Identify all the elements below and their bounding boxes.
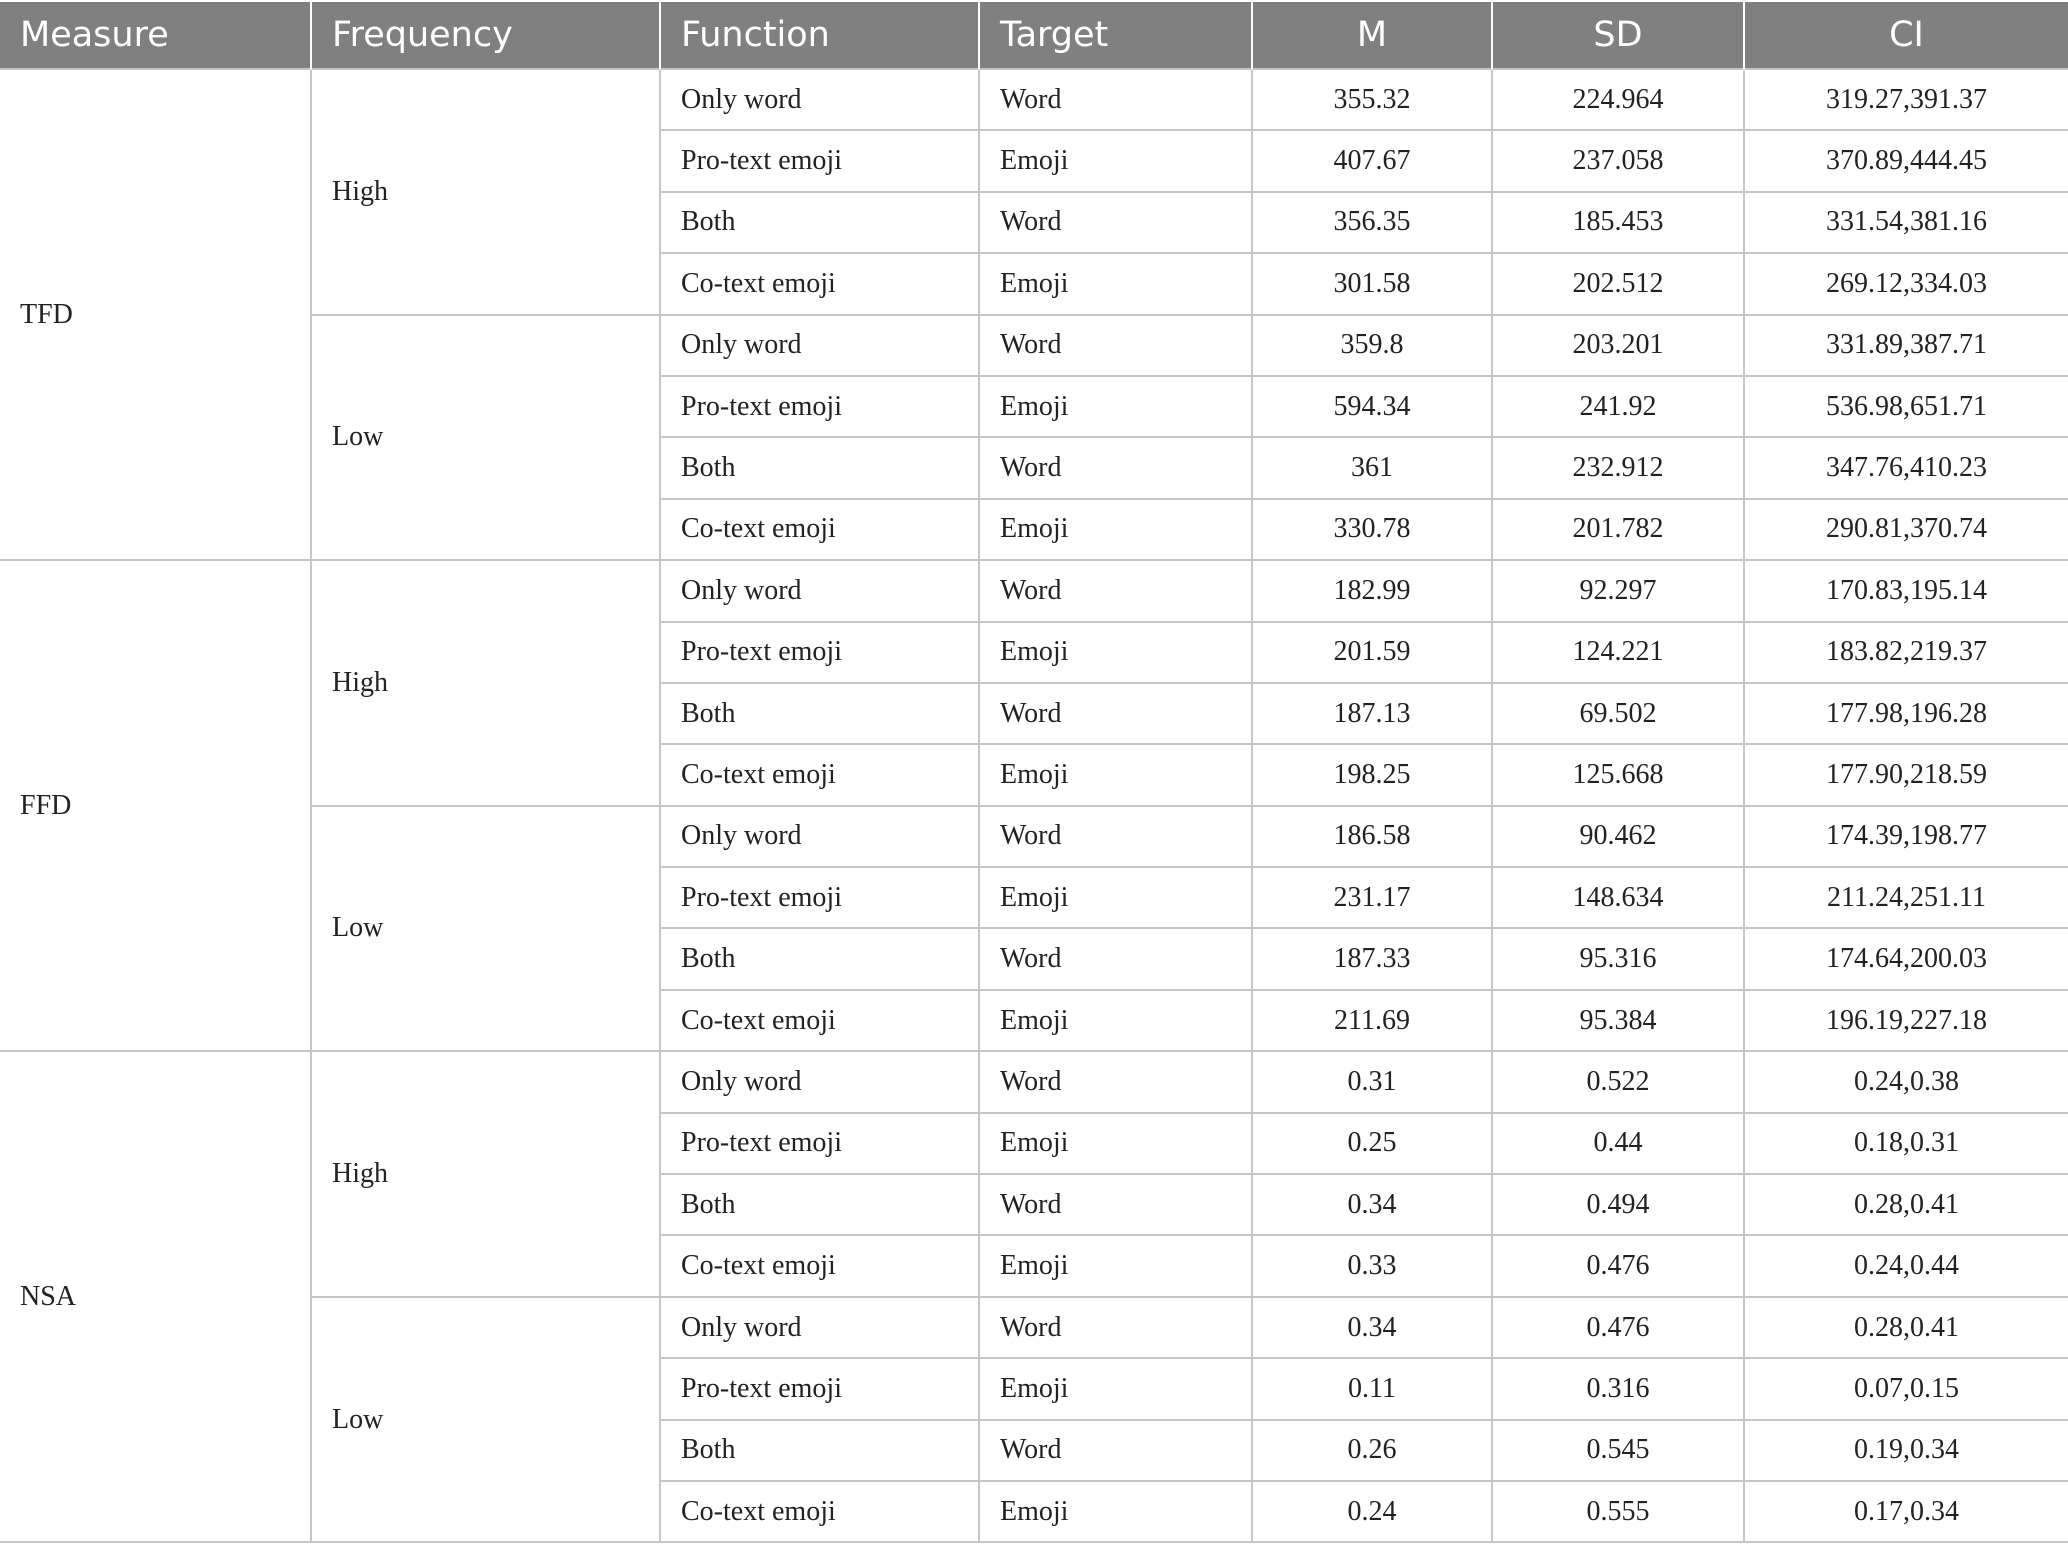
ci-cell: 319.27,391.37 (1744, 69, 2068, 130)
ci-cell: 196.19,227.18 (1744, 990, 2068, 1051)
function-cell: Pro-text emoji (660, 622, 979, 683)
table-body (0, 69, 2068, 1542)
sd-cell: 95.316 (1492, 928, 1744, 989)
ci-cell: 0.28,0.41 (1744, 1174, 2068, 1235)
function-cell: Only word (660, 69, 979, 130)
mean-cell: 187.13 (1252, 683, 1492, 744)
function-cell: Pro-text emoji (660, 376, 979, 437)
sd-cell: 90.462 (1492, 806, 1744, 867)
header-frequency: Frequency (311, 2, 660, 69)
target-cell: Word (979, 437, 1252, 498)
sd-cell: 69.502 (1492, 683, 1744, 744)
ci-cell: 290.81,370.74 (1744, 499, 2068, 560)
ci-cell: 269.12,334.03 (1744, 253, 2068, 314)
mean-cell: 198.25 (1252, 744, 1492, 805)
target-cell: Emoji (979, 867, 1252, 928)
frequency-cell: High (311, 560, 660, 806)
ci-cell: 177.98,196.28 (1744, 683, 2068, 744)
ci-cell: 0.07,0.15 (1744, 1358, 2068, 1419)
target-cell: Word (979, 192, 1252, 253)
ci-cell: 177.90,218.59 (1744, 744, 2068, 805)
function-cell: Co-text emoji (660, 990, 979, 1051)
mean-cell: 0.11 (1252, 1358, 1492, 1419)
mean-cell: 355.32 (1252, 69, 1492, 130)
sd-cell: 0.545 (1492, 1420, 1744, 1481)
ci-cell: 174.39,198.77 (1744, 806, 2068, 867)
table-row (0, 1297, 2068, 1358)
target-cell: Emoji (979, 499, 1252, 560)
sd-cell: 92.297 (1492, 560, 1744, 621)
target-cell: Emoji (979, 253, 1252, 314)
table-row (0, 1051, 2068, 1112)
sd-cell: 148.634 (1492, 867, 1744, 928)
measure-cell: TFD (0, 69, 311, 560)
sd-cell: 237.058 (1492, 130, 1744, 191)
mean-cell: 186.58 (1252, 806, 1492, 867)
sd-cell: 0.316 (1492, 1358, 1744, 1419)
target-cell: Word (979, 928, 1252, 989)
mean-cell: 0.34 (1252, 1174, 1492, 1235)
mean-cell: 187.33 (1252, 928, 1492, 989)
target-cell: Emoji (979, 990, 1252, 1051)
mean-cell: 0.34 (1252, 1297, 1492, 1358)
function-cell: Co-text emoji (660, 1235, 979, 1296)
sd-cell: 201.782 (1492, 499, 1744, 560)
mean-cell: 301.58 (1252, 253, 1492, 314)
header-ci: CI (1744, 2, 2068, 69)
frequency-cell: High (311, 1051, 660, 1297)
sd-cell: 232.912 (1492, 437, 1744, 498)
target-cell: Word (979, 683, 1252, 744)
ci-cell: 174.64,200.03 (1744, 928, 2068, 989)
mean-cell: 182.99 (1252, 560, 1492, 621)
ci-cell: 0.18,0.31 (1744, 1113, 2068, 1174)
function-cell: Only word (660, 806, 979, 867)
measure-cell: NSA (0, 1051, 311, 1542)
sd-cell: 0.44 (1492, 1113, 1744, 1174)
ci-cell: 211.24,251.11 (1744, 867, 2068, 928)
table-row (0, 69, 2068, 130)
target-cell: Emoji (979, 1358, 1252, 1419)
mean-cell: 359.8 (1252, 315, 1492, 376)
mean-cell: 0.25 (1252, 1113, 1492, 1174)
header-m: M (1252, 2, 1492, 69)
target-cell: Emoji (979, 744, 1252, 805)
function-cell: Pro-text emoji (660, 867, 979, 928)
target-cell: Word (979, 560, 1252, 621)
ci-cell: 370.89,444.45 (1744, 130, 2068, 191)
mean-cell: 0.26 (1252, 1420, 1492, 1481)
frequency-cell: Low (311, 315, 660, 561)
table-row (0, 560, 2068, 621)
frequency-cell: Low (311, 806, 660, 1052)
sd-cell: 0.494 (1492, 1174, 1744, 1235)
mean-cell: 231.17 (1252, 867, 1492, 928)
ci-cell: 0.19,0.34 (1744, 1420, 2068, 1481)
function-cell: Only word (660, 1051, 979, 1112)
function-cell: Pro-text emoji (660, 130, 979, 191)
target-cell: Emoji (979, 1481, 1252, 1542)
ci-cell: 0.24,0.38 (1744, 1051, 2068, 1112)
ci-cell: 331.54,381.16 (1744, 192, 2068, 253)
ci-cell: 331.89,387.71 (1744, 315, 2068, 376)
sd-cell: 124.221 (1492, 622, 1744, 683)
sd-cell: 203.201 (1492, 315, 1744, 376)
descriptive-statistics-table (0, 2, 2068, 1543)
function-cell: Only word (660, 1297, 979, 1358)
sd-cell: 202.512 (1492, 253, 1744, 314)
function-cell: Only word (660, 560, 979, 621)
measure-cell: FFD (0, 560, 311, 1051)
table-row (0, 315, 2068, 376)
target-cell: Emoji (979, 622, 1252, 683)
mean-cell: 0.33 (1252, 1235, 1492, 1296)
function-cell: Pro-text emoji (660, 1113, 979, 1174)
function-cell: Both (660, 683, 979, 744)
target-cell: Word (979, 69, 1252, 130)
target-cell: Word (979, 1051, 1252, 1112)
ci-cell: 183.82,219.37 (1744, 622, 2068, 683)
target-cell: Word (979, 1420, 1252, 1481)
mean-cell: 407.67 (1252, 130, 1492, 191)
mean-cell: 361 (1252, 437, 1492, 498)
header-function: Function (660, 2, 979, 69)
ci-cell: 0.28,0.41 (1744, 1297, 2068, 1358)
mean-cell: 0.31 (1252, 1051, 1492, 1112)
mean-cell: 356.35 (1252, 192, 1492, 253)
function-cell: Pro-text emoji (660, 1358, 979, 1419)
sd-cell: 0.476 (1492, 1235, 1744, 1296)
target-cell: Emoji (979, 1113, 1252, 1174)
mean-cell: 594.34 (1252, 376, 1492, 437)
sd-cell: 125.668 (1492, 744, 1744, 805)
function-cell: Both (660, 1420, 979, 1481)
function-cell: Both (660, 437, 979, 498)
function-cell: Only word (660, 315, 979, 376)
header-measure: Measure (0, 2, 311, 69)
header-sd: SD (1492, 2, 1744, 69)
header-target: Target (979, 2, 1252, 69)
ci-cell: 536.98,651.71 (1744, 376, 2068, 437)
function-cell: Co-text emoji (660, 253, 979, 314)
frequency-cell: Low (311, 1297, 660, 1543)
function-cell: Co-text emoji (660, 1481, 979, 1542)
function-cell: Both (660, 192, 979, 253)
sd-cell: 95.384 (1492, 990, 1744, 1051)
header-row (0, 2, 2068, 69)
sd-cell: 185.453 (1492, 192, 1744, 253)
mean-cell: 330.78 (1252, 499, 1492, 560)
sd-cell: 241.92 (1492, 376, 1744, 437)
function-cell: Co-text emoji (660, 744, 979, 805)
mean-cell: 211.69 (1252, 990, 1492, 1051)
table-header (0, 2, 2068, 69)
function-cell: Both (660, 1174, 979, 1235)
target-cell: Word (979, 315, 1252, 376)
target-cell: Emoji (979, 376, 1252, 437)
sd-cell: 0.522 (1492, 1051, 1744, 1112)
ci-cell: 0.24,0.44 (1744, 1235, 2068, 1296)
mean-cell: 0.24 (1252, 1481, 1492, 1542)
sd-cell: 0.555 (1492, 1481, 1744, 1542)
frequency-cell: High (311, 69, 660, 315)
ci-cell: 347.76,410.23 (1744, 437, 2068, 498)
target-cell: Word (979, 1174, 1252, 1235)
ci-cell: 170.83,195.14 (1744, 560, 2068, 621)
function-cell: Both (660, 928, 979, 989)
sd-cell: 0.476 (1492, 1297, 1744, 1358)
function-cell: Co-text emoji (660, 499, 979, 560)
ci-cell: 0.17,0.34 (1744, 1481, 2068, 1542)
target-cell: Word (979, 1297, 1252, 1358)
mean-cell: 201.59 (1252, 622, 1492, 683)
table-row (0, 806, 2068, 867)
target-cell: Word (979, 806, 1252, 867)
target-cell: Emoji (979, 130, 1252, 191)
target-cell: Emoji (979, 1235, 1252, 1296)
sd-cell: 224.964 (1492, 69, 1744, 130)
